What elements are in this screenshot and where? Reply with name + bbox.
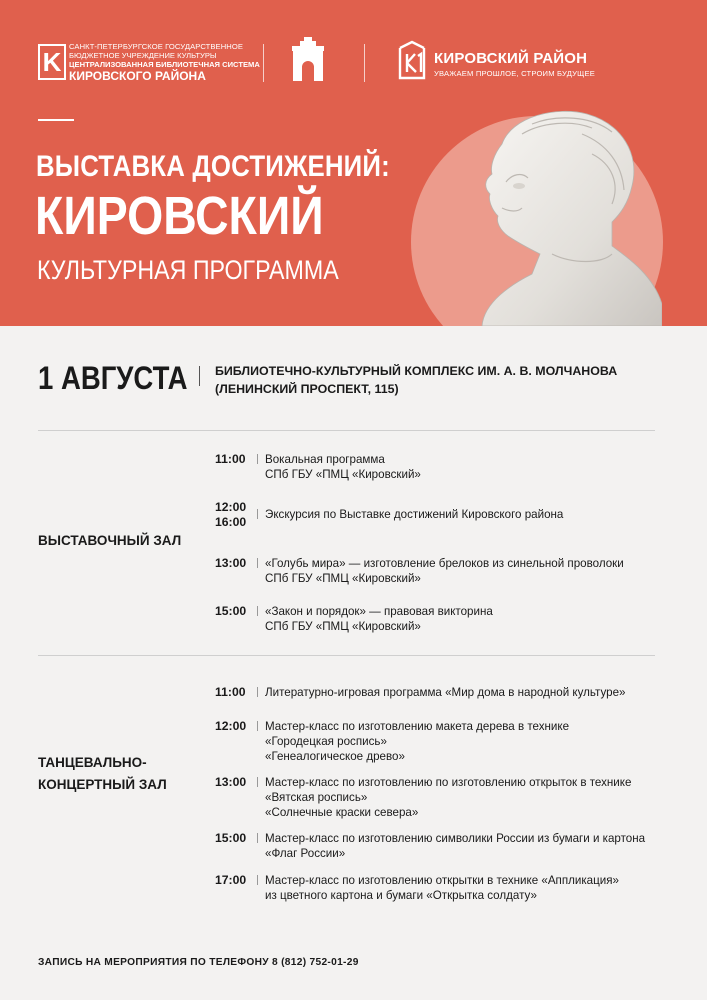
time-separator [257, 687, 258, 697]
description-line: Мастер-класс по изготовлению символики России из бумаги и картона [265, 832, 646, 845]
time-value: 13:00 [215, 775, 247, 789]
description-line: Экскурсия по Выставке достижений Кировского района [265, 508, 564, 521]
description-line: «Вятская роспись» [265, 791, 368, 804]
time-separator [257, 833, 258, 843]
item-description [265, 831, 645, 861]
item-time [215, 873, 251, 888]
registration-phone-note: ЗАПИСЬ НА МЕРОПРИЯТИЯ ПО ТЕЛЕФОНУ 8 (812) 752-01-29 [38, 957, 359, 968]
library-logo-mark-icon: K [38, 44, 66, 80]
hall-name-line: ВЫСТАВОЧНЫЙ ЗАЛ [38, 533, 182, 548]
time-value: 16:00 [215, 515, 247, 529]
hall-name-concert [38, 752, 167, 796]
time-separator [257, 509, 258, 519]
item-time [215, 719, 251, 734]
event-date: 1 АВГУСТА [38, 360, 188, 396]
time-separator [257, 558, 258, 568]
item-description [265, 507, 563, 522]
time-value: 15:00 [215, 604, 247, 618]
item-time [215, 500, 251, 530]
description-line: СПб ГБУ «ПМЦ «Кировский» [265, 468, 421, 481]
title-line2: КИРОВСКИЙ [35, 186, 324, 246]
title-line1: ВЫСТАВКА ДОСТИЖЕНИЙ: [36, 150, 390, 183]
classical-bust-image [462, 104, 662, 326]
time-separator [257, 721, 258, 731]
library-logo-line4: КИРОВСКОГО РАЙОНА [69, 69, 206, 83]
item-time [215, 685, 251, 700]
description-line: «Городецкая роспись» [265, 735, 387, 748]
description-line: «Закон и порядок» — правовая викторина [265, 605, 493, 618]
item-time [215, 452, 251, 467]
item-description [265, 685, 626, 700]
time-separator [257, 606, 258, 616]
item-time [215, 556, 251, 571]
time-value: 11:00 [215, 452, 246, 466]
library-logo-line2: БЮДЖЕТНОЕ УЧРЕЖДЕНИЕ КУЛЬТУРЫ [69, 51, 217, 60]
description-line: из цветного картона и бумаги «Открытка солдату» [265, 889, 537, 902]
time-value: 15:00 [215, 831, 247, 845]
district-slogan: УВАЖАЕМ ПРОШЛОЕ, СТРОИМ БУДУЩЕЕ [434, 69, 596, 78]
item-time [215, 604, 251, 619]
section-divider [38, 430, 655, 431]
description-line: Литературно-игровая программа «Мир дома в народной культуре» [265, 686, 626, 699]
item-description [265, 604, 493, 634]
description-line: «Генеалогическое древо» [265, 750, 405, 763]
logo-divider [364, 44, 365, 82]
time-value: 12:00 [215, 719, 247, 733]
item-time [215, 775, 251, 790]
library-system-logo [38, 42, 260, 88]
time-value: 12:00 [215, 500, 247, 514]
logo-divider [263, 44, 264, 82]
event-venue [215, 362, 617, 398]
item-description [265, 556, 624, 586]
header-banner [0, 0, 707, 326]
description-line: «Солнечные краски севера» [265, 806, 419, 819]
time-separator [257, 454, 258, 464]
description-line: «Голубь мира» — изготовление брелоков из синельной проволоки [265, 557, 624, 570]
narva-gate-icon [290, 37, 326, 81]
item-description [265, 775, 631, 820]
kirovsky-district-logo [396, 40, 606, 84]
description-line: Мастер-класс по изготовлению макета дерева в технике [265, 720, 570, 733]
item-time [215, 831, 251, 846]
description-line: «Флаг России» [265, 847, 346, 860]
section-divider [38, 655, 655, 656]
library-logo-line3: ЦЕНТРАЛИЗОВАННАЯ БИБЛИОТЕЧНАЯ СИСТЕМА [69, 60, 260, 69]
item-description [265, 452, 421, 482]
time-separator [257, 777, 258, 787]
district-emblem-icon [396, 40, 428, 80]
venue-name: БИБЛИОТЕЧНО-КУЛЬТУРНЫЙ КОМПЛЕКС ИМ. А. В. МОЛЧАНОВА [215, 364, 618, 378]
item-description [265, 719, 569, 764]
time-value: 11:00 [215, 685, 246, 699]
title-line3: КУЛЬТУРНАЯ ПРОГРАММА [37, 255, 339, 285]
description-line: СПб ГБУ «ПМЦ «Кировский» [265, 572, 421, 585]
venue-address: (ЛЕНИНСКИЙ ПРОСПЕКТ, 115) [215, 382, 399, 396]
library-logo-line1: САНКТ-ПЕТЕРБУРГСКОЕ ГОСУДАРСТВЕННОЕ [69, 42, 244, 51]
time-value: 13:00 [215, 556, 247, 570]
description-line: СПб ГБУ «ПМЦ «Кировский» [265, 620, 421, 633]
hall-name-line: ТАНЦЕВАЛЬНО- [38, 755, 147, 770]
time-separator [257, 875, 258, 885]
description-line: Мастер-класс по изготовлению по изготовлению открыток в технике [265, 776, 632, 789]
district-name: КИРОВСКИЙ РАЙОН [434, 50, 588, 67]
item-description [265, 873, 619, 903]
hall-name-exhibition [38, 530, 181, 552]
hall-name-line: КОНЦЕРТНЫЙ ЗАЛ [38, 777, 167, 792]
title-accent-line [38, 119, 74, 121]
time-value: 17:00 [215, 873, 247, 887]
description-line: Вокальная программа [265, 453, 385, 466]
date-divider [199, 366, 200, 386]
description-line: Мастер-класс по изготовлению открытки в технике «Аппликация» [265, 874, 619, 887]
